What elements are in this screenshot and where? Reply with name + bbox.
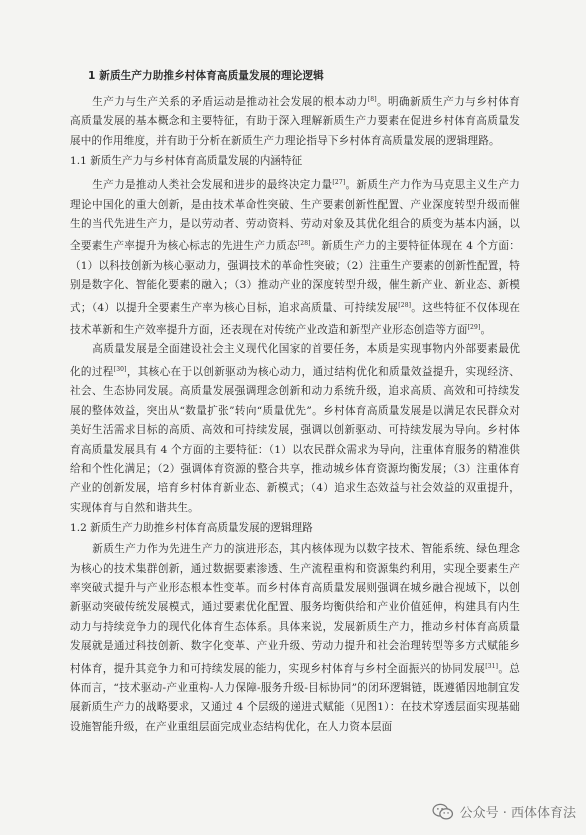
citation: [27] xyxy=(332,179,346,187)
citation: [28] xyxy=(297,240,311,248)
text-run: 高质量发展是全面建设社会主义现代化国家的首要任务，本质是实现事物内外部要素最优化的过程 xyxy=(70,343,520,378)
text-run: 生产力与生产关系的矛盾运动是推动社会发展的根本动力 xyxy=(92,96,368,108)
text-run: 新质生产力作为先进生产力的演进形态，其内核体现为以数字技术、智能系统、绿色理念为核心的技术集群创新，通过数据要素渗透、生产流程重构和资源集约利用，实现全要素生产率突破式提升与产业形态根本性变革。而乡村体育高质量发展则强调在城乡融合视域下，以创新驱动突破传统发展模式，通过要素优化配置、服务均衡供给和产业价值延伸，构建具有内生动力与持续竞争力的现代化体育生态体系。具体来说，发展新质生产力，推动乡村体育高质量发展就是通过科技创新、数字化变革、产业升级、劳动力提升和社会治理转型等多方式赋能乡村体育，提升其竞争力和可持续发展的能力，实现乡村体育与乡村全面振兴的协同发展 xyxy=(70,543,520,675)
wechat-watermark xyxy=(432,802,576,821)
citation: [28] xyxy=(398,301,412,309)
text-run: 。 xyxy=(480,324,492,337)
section-intro-paragraph xyxy=(70,90,520,151)
paragraph-logic-path xyxy=(70,540,520,737)
section-heading: 1 新质生产力助推乡村体育高质量发展的理论逻辑 xyxy=(88,70,324,82)
text-run: 生产力是推动人类社会发展和进步的最终决定力量 xyxy=(92,179,333,192)
watermark-text: 公众号 · 西体体育法 xyxy=(459,806,576,821)
paragraph-high-quality-development xyxy=(70,340,520,518)
citation: [8] xyxy=(367,96,377,103)
paragraph-new-productivity xyxy=(70,173,520,340)
subsection-heading-1-2: 1.2 新质生产力助推乡村体育高质量发展的逻辑理路 xyxy=(70,522,313,535)
text-run: 。总体而言，“技术驱动-产业重构-人力保障-服务升级-目标协同”的闭环逻辑链，既遵循因地制宜发展新质生产力的战略要求，又通过 4 个层级的递进式赋能（见图1）：在技术穿透层面实现基础设施智能升级，在产业重组层面完成业态结构优化，在人力资本层面 xyxy=(70,662,520,733)
citation: [29] xyxy=(467,324,481,332)
text-run: 。新质生产力作为马克思主义生产力理论中国化的重大创新，是由技术革命性突破、生产要素创新性配置、产业深度转型升级而催生的当代先进生产力，是以劳动者、劳动资料、劳动对象及其优化组合的质变为基本内涵，以全要素生产率提升为核心标志的先进生产力质态 xyxy=(70,179,520,253)
text-run: ，其核心在于以创新驱动为核心动力，通过结构优化和质量效益提升，实现经济、社会、生态协同发展。高质量发展强调理念创新和动力系统升级，追求高质、高效和可持续发展的整体效益，突出从“数量扩张”转向“质量优先”。乡村体育高质量发展是以满足农民群众对美好生活需求目标的高质、高效和可持续发展，强调以创新驱动、可持续发展为导向。乡村体育高质量发展具有 4 个方面的主要特征：（1）以农民群众需求为导向，注重体育服务的精准供给和个性化满足；（2）强调体育资源的整合共享，推动城乡体育资源均衡发展；（3）注重体育产业的创新发展，培育乡村体育新业态、新模式；（4）追求生态效益与社会效益的双重提升，实现体育与自然和谐共生。 xyxy=(70,365,520,514)
citation: [31] xyxy=(485,662,499,670)
wechat-icon xyxy=(432,803,454,821)
text-run: 。这些特征不仅体现在技术革新和生产效率提升方面，还表现在对传统产业改造和新型产业形态创造等方面 xyxy=(70,301,521,337)
subsection-heading-1-1: 1.1 新质生产力与乡村体育高质量发展的内涵特征 xyxy=(70,155,303,168)
text-run: 。明确新质生产力与乡村体育高质量发展的基本概念和主要特征，有助于深入理解新质生产力要素在促进乡村体育高质量发展中的作用维度，并有助于分析在新质生产力理论指导下乡村体育高质量发展的逻辑理路。 xyxy=(70,96,521,147)
citation: [30] xyxy=(113,365,127,373)
text-run: 。新质生产力的主要特征体现在 4 个方面：（1）以科技创新为核心驱动力，强调技术的革命性突破；（2）注重生产要素的创新性配置，特别是数字化、智能化要素的融入；（3）推动产业的深度转型升级，催生新产业、新业态、新模式；（4）以提升全要素生产率为核心目标，追求高质量、可持续发展 xyxy=(70,240,521,314)
